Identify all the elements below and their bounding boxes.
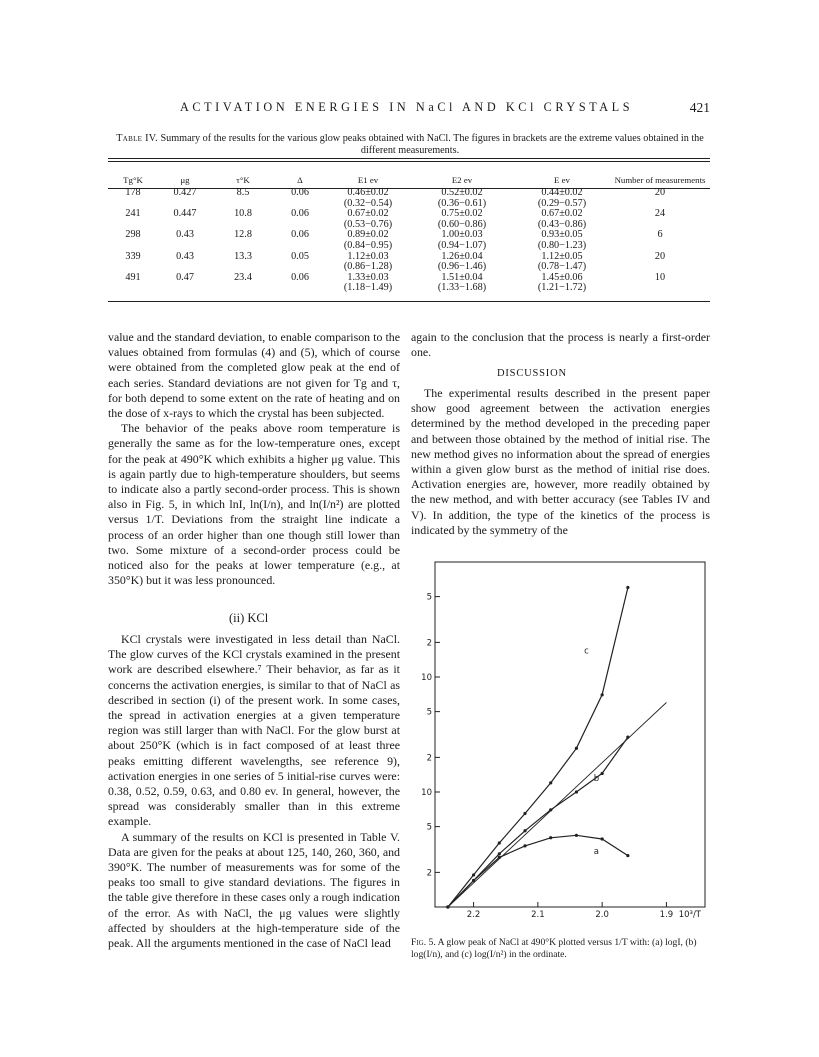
y-tick-label: 2	[426, 868, 432, 879]
data-point-c	[575, 747, 578, 750]
cell-range: (0.43−0.86)	[537, 218, 587, 230]
page-number: 421	[689, 100, 710, 115]
cell-value: 298	[125, 229, 141, 241]
table-caption	[110, 133, 710, 157]
table-cell	[610, 273, 710, 294]
table-cell	[410, 188, 514, 209]
table-cell	[158, 188, 212, 209]
table-cell	[212, 273, 274, 294]
cell-value: 1.33±0.03	[347, 271, 389, 283]
cell-value: 0.89±0.02	[347, 229, 389, 241]
data-point-a	[446, 905, 449, 908]
table-cell	[212, 188, 274, 209]
table-cell	[514, 209, 610, 230]
table-cell	[326, 230, 410, 251]
x-axis-ticks	[467, 902, 702, 920]
left-column	[108, 330, 400, 588]
cell-value: 178	[125, 187, 141, 198]
cell-range: (0.94−1.07)	[437, 239, 487, 251]
cell-value: 0.06	[291, 229, 309, 241]
data-point-b	[523, 829, 526, 832]
table-cell	[326, 273, 410, 294]
cell-value: 0.447	[173, 208, 197, 220]
y-tick-label: 5	[426, 707, 432, 718]
col-header-e1: E1 ev	[357, 175, 379, 186]
cell-value: 0.427	[173, 187, 197, 198]
data-point-a	[472, 879, 475, 882]
table-cell	[514, 273, 610, 294]
table-cell	[410, 273, 514, 294]
table-row	[108, 209, 710, 230]
left-paragraph-1: value and the standard deviation, to enable comparison to the values obtained from formulas (4) and (5), which of course were obtained from the completed glow peak at the end of each series. Standard deviations are not given for Tg and τ, for both depend to some extent on the rate of heating and on the dose of x-rays to which the crystal has been subjected.	[108, 330, 400, 421]
data-point-c	[549, 781, 552, 784]
col-header-tau: τ°K	[236, 175, 250, 186]
figure-caption-text: A glow peak of NaCl at 490°K plotted versus 1/T with: (a) logI, (b) log(I/n), and (c) log(I/n²) in the ordinate.	[411, 937, 697, 960]
table-cell	[274, 230, 326, 251]
cell-range: (0.84−0.95)	[343, 239, 393, 251]
table-cell	[610, 209, 710, 230]
table-row	[108, 273, 710, 294]
data-point-b	[575, 790, 578, 793]
cell-value: 8.5	[236, 187, 250, 198]
col-header-count: Number of measurements	[614, 175, 706, 186]
table-cell	[514, 252, 610, 273]
cell-value: 1.12±0.03	[347, 250, 389, 262]
cell-value: 10	[654, 271, 666, 283]
curve-label-c: c	[584, 646, 589, 657]
cell-value: 0.52±0.02	[441, 187, 483, 198]
data-point-c	[601, 693, 604, 696]
cell-range: (0.60−0.86)	[437, 218, 487, 230]
y-tick-label: 10	[421, 673, 432, 683]
cell-range: (1.33−1.68)	[437, 282, 487, 294]
plot-curves	[446, 586, 666, 909]
cell-value: 23.4	[234, 271, 252, 283]
cell-range: (0.80−1.23)	[537, 239, 587, 251]
cell-range: (0.29−0.57)	[537, 197, 587, 209]
cell-value: 0.67±0.02	[347, 208, 389, 220]
cell-range: (0.86−1.28)	[343, 261, 393, 273]
data-point-a	[601, 837, 604, 840]
table-cell	[326, 188, 410, 209]
right-column	[411, 330, 710, 360]
x-tick-label: 2.0	[595, 910, 609, 920]
x-tick-label: 2.1	[531, 910, 545, 920]
right-paragraph-1: again to the conclusion that the process is nearly a first-order one.	[411, 330, 710, 360]
cell-value: 10.8	[234, 208, 252, 220]
cell-range: (0.32−0.54)	[343, 197, 393, 209]
cell-value: 0.05	[291, 250, 309, 262]
table-cell	[410, 252, 514, 273]
cell-range: (0.36−0.61)	[437, 197, 487, 209]
figure-caption-lead: Fig. 5.	[411, 937, 436, 948]
table-cell	[410, 209, 514, 230]
data-point-b	[549, 808, 552, 811]
curve-labels	[584, 647, 599, 857]
cell-value: 0.67±0.02	[541, 208, 583, 220]
table-cell	[158, 230, 212, 251]
cell-value: 0.06	[291, 271, 309, 283]
cell-value: 0.06	[291, 208, 309, 220]
table-cell	[610, 230, 710, 251]
right-column-lower	[411, 386, 710, 538]
figure-caption	[411, 937, 711, 960]
table-cell	[108, 209, 158, 230]
cell-value: 6	[657, 229, 663, 241]
y-axis-ticks	[421, 593, 440, 879]
cell-value: 0.06	[291, 187, 309, 198]
cell-value: 0.46±0.02	[347, 187, 389, 198]
table-cell	[514, 230, 610, 251]
results-table	[108, 164, 710, 294]
left-paragraph-3: KCl crystals were investigated in less detail than NaCl. The glow curves of the KCl crystals examined in the present work are described elsewhere.⁷ Their behavior, as far as it concerns the activation energies, is similar to that of NaCl as described in section (i) of the present work. In some cases, the spread in activation energies at a given temperature region was still larger than with NaCl. For the glow burst at about 250°K (which is in fact composed of at least three peaks emitting different wavelengths, see reference 9), activation energies in one series of 5 initial-rise curves were: 0.38, 0.52, 0.59, 0.63, and 0.80 ev. In general, however, the spread was considerably smaller than in this extreme example.	[108, 632, 400, 829]
table-cell	[274, 188, 326, 209]
cell-value: 12.8	[234, 229, 252, 241]
left-paragraph-4: A summary of the results on KCl is presented in Table V. Data are given for the peaks at about 125, 140, 260, 360, and 390°K. The number of measurements was for some of the peaks too small to give standard deviations. The figures in the table give therefore in these cases only a rough indication of the error. As with NaCl, the μg values were slightly affected by shoulders at the high-temperature side of the peak. All the arguments mentioned in the case of NaCl lead	[108, 829, 400, 951]
cell-value: 0.93±0.05	[541, 229, 583, 241]
cell-value: 0.47	[176, 271, 194, 283]
table-caption-text: Summary of the results for the various glow peaks obtained with NaCl. The figures in brackets are the extreme values obtained in the different measurements.	[160, 133, 704, 156]
data-point-a	[549, 836, 552, 839]
y-tick-label: 2	[426, 753, 432, 764]
table-cell	[326, 252, 410, 273]
table-bottom-rule	[108, 301, 710, 302]
right-paragraph-2: The experimental results described in the present paper show good agreement between the activation energies determined by the method developed in the preceding paper and between those obtained by the method of initial rise. The new method gives no information about the spread of energies within a given glow burst as the method of initial rise does. Activation energies are, however, more readily obtained by the new method, and with better accuracy (see Tables IV and V). In addition, the type of the kinetics of the process is indicated by the symmetry of the	[411, 386, 710, 537]
table-cell	[514, 188, 610, 209]
x-unit-label: 10³/T	[678, 910, 701, 920]
series-line-a	[448, 835, 628, 907]
data-point-a	[523, 844, 526, 847]
page-header	[100, 100, 710, 118]
figure-5-plot	[421, 560, 711, 920]
col-header-tg: Tg°K	[123, 175, 143, 186]
cell-range: (1.21−1.72)	[537, 282, 587, 294]
table-row	[108, 230, 710, 251]
data-point-c	[523, 812, 526, 815]
curve-label-a: a	[593, 846, 600, 857]
cell-value: 20	[654, 187, 666, 198]
plot-frame	[435, 562, 705, 907]
table-cell	[158, 252, 212, 273]
left-paragraph-2: The behavior of the peaks above room temperature is generally the same as for the low-temperature ones, except for the peak at 490°K which exhibits a higher μg value. This is again partly due to high-temperature shoulders, but seems to indicate also a partly second-order process. This is shown also in Fig. 5, in which lnI, ln(I/n), and ln(I/n²) are plotted versus 1/T. Deviations from the straight line indicate a process of an order higher than one though still lower than two. Some mixture of a second-order process could be noticed also for the peaks at lower temperature (e.g., at 350°K) but it was less pronounced.	[108, 421, 400, 588]
cell-value: 1.45±0.06	[541, 271, 583, 283]
cell-value: 24	[654, 208, 666, 220]
table-cell	[410, 230, 514, 251]
table-cell	[212, 230, 274, 251]
left-column-lower	[108, 632, 400, 951]
table-cell	[212, 252, 274, 273]
table-cell	[274, 273, 326, 294]
data-point-a	[626, 854, 629, 857]
cell-value: 20	[654, 250, 666, 262]
y-tick-label: 5	[426, 592, 432, 603]
cell-value: 339	[125, 250, 141, 262]
cell-range: (1.18−1.49)	[343, 282, 393, 294]
curve-label-b: b	[593, 773, 600, 784]
data-point-b	[498, 852, 501, 855]
series-line-c	[448, 588, 628, 908]
table-cell	[158, 273, 212, 294]
table-cell	[108, 230, 158, 251]
data-point-b	[626, 736, 629, 739]
table-body	[108, 188, 710, 294]
data-point-b	[601, 772, 604, 775]
cell-range: (0.96−1.46)	[437, 261, 487, 273]
y-tick-label: 5	[426, 822, 432, 833]
cell-range: (0.78−1.47)	[537, 261, 587, 273]
data-point-c	[626, 586, 629, 589]
cell-value: 0.75±0.02	[441, 208, 483, 220]
figure-5	[421, 560, 711, 920]
col-header-delta: Δ	[297, 175, 303, 186]
table-cell	[326, 209, 410, 230]
table-cell	[610, 252, 710, 273]
table-caption-lead: Table IV.	[116, 133, 158, 144]
y-tick-label: 10	[421, 788, 432, 798]
table-top-rule	[108, 158, 710, 159]
y-tick-label: 2	[426, 638, 432, 649]
data-point-c	[472, 873, 475, 876]
cell-value: 1.12±0.05	[541, 250, 583, 262]
cell-value: 0.43	[176, 250, 194, 262]
cell-value: 0.43	[176, 229, 194, 241]
table-cell	[274, 209, 326, 230]
col-header-e2: E2 ev	[451, 175, 473, 186]
running-head: ACTIVATION ENERGIES IN NaCl AND KCl CRYSTALS	[180, 100, 634, 114]
x-tick-label: 2.2	[466, 910, 481, 920]
cell-value: 491	[125, 271, 141, 283]
section-heading-kcl: (ii) KCl	[229, 611, 269, 625]
cell-value: 0.44±0.02	[541, 187, 583, 198]
table-top-rule-2	[108, 161, 710, 162]
table-cell	[158, 209, 212, 230]
discussion-heading: DISCUSSION	[497, 368, 567, 379]
cell-value: 1.26±0.04	[441, 250, 483, 262]
cell-value: 241	[125, 208, 141, 220]
cell-value: 1.51±0.04	[441, 271, 483, 283]
data-point-a	[498, 856, 501, 859]
data-point-c	[498, 841, 501, 844]
table-row	[108, 252, 710, 273]
x-tick-label: 1.9	[659, 910, 674, 920]
cell-value: 1.00±0.03	[441, 229, 483, 241]
table-cell	[108, 273, 158, 294]
table-cell	[212, 209, 274, 230]
table-cell	[610, 188, 710, 209]
data-point-a	[575, 834, 578, 837]
table-cell	[108, 252, 158, 273]
col-header-mu: μg	[180, 175, 190, 186]
cell-range: (0.53−0.76)	[343, 218, 393, 230]
table-cell	[108, 188, 158, 209]
table-cell	[274, 252, 326, 273]
col-header-e: E ev	[554, 175, 570, 186]
cell-value: 13.3	[234, 250, 252, 262]
table-row	[108, 188, 710, 209]
